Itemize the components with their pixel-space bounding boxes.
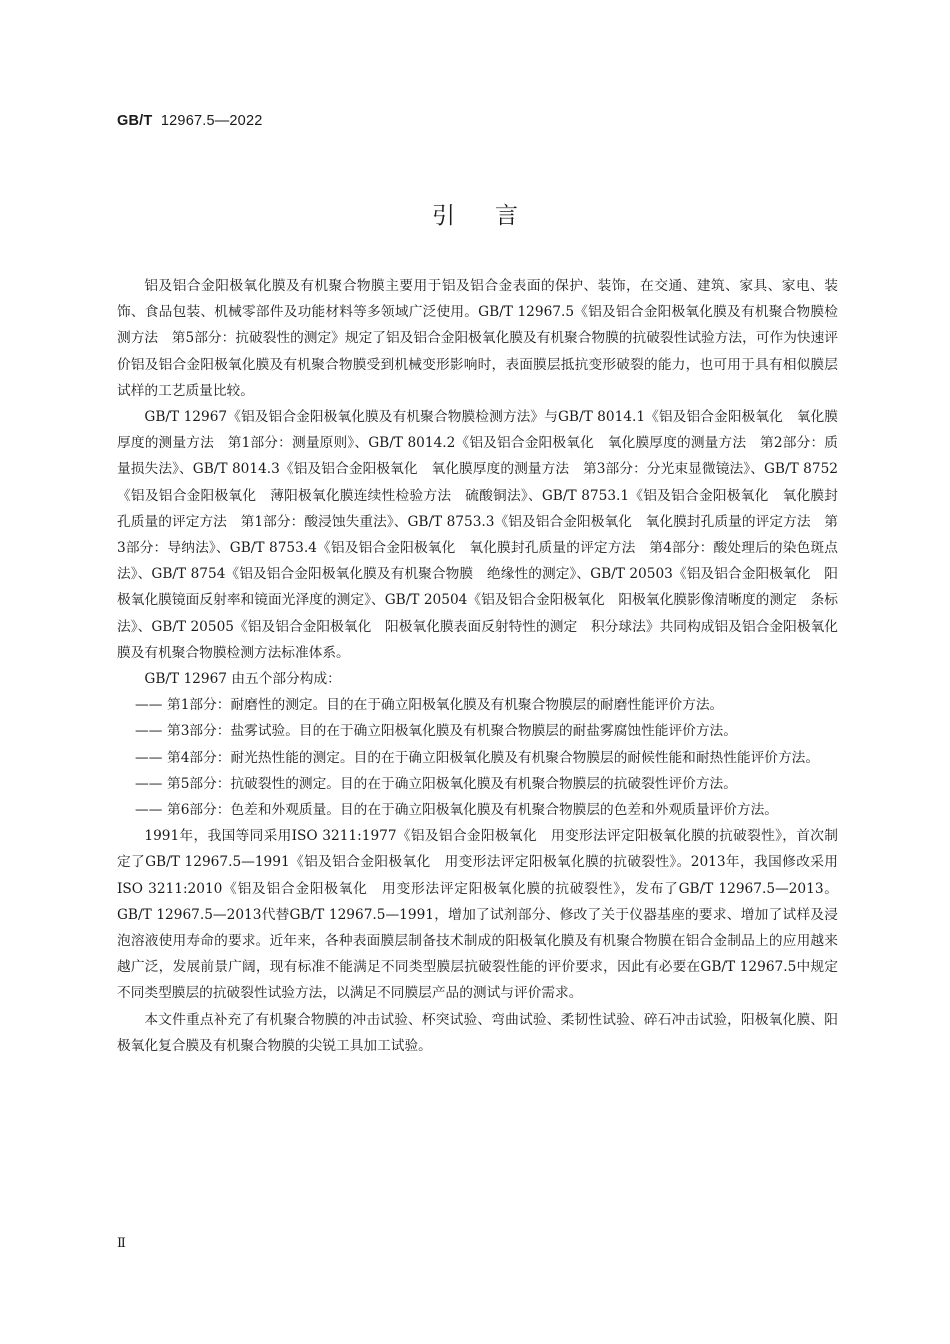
document-header [117,113,262,129]
document-body [117,273,838,1059]
list-item-text: 第4部分：耐光热性能的测定。目的在于确立阳极氧化膜及有机聚合物膜层的耐候性能和耐热性能评价方法。 [167,749,820,766]
list-dash: —— [135,802,163,819]
paragraph: 本文件重点补充了有机聚合物膜的冲击试验、杯突试验、弯曲试验、柔韧性试验、碎石冲击试验，阳极氧化膜、阳极氧化复合膜及有机聚合物膜的尖锐工具加工试验。 [117,1011,838,1054]
standard-number: 12967.5—2022 [160,113,263,129]
standard-prefix: GB/T [117,113,153,129]
list-item-text: 第3部分：盐雾试验。目的在于确立阳极氧化膜及有机聚合物膜层的耐盐雾腐蚀性能评价方法。 [167,723,737,740]
page-number: Ⅱ [117,1236,126,1251]
list-dash: —— [135,723,163,740]
paragraph: GB/T 12967《铝及铝合金阳极氧化膜及有机聚合物膜检测方法》与GB/T 8014.1《铝及铝合金阳极氧化 氧化膜厚度的测量方法 第1部分：测量原则》、GB/T 8014.2《铝及铝合金阳极氧化 氧化膜厚度的测量方法 第2部分：质量损失法》、GB/T 8014.3《铝及铝合金阳极氧化 氧化膜厚度的测量方法 第3部分：分光束显微镜法》、GB/T 8752《铝及铝合金阳极氧化 薄阳极氧化膜连续性检验方法 硫酸铜法》、GB/T 8753.1《铝及铝合金阳极氧化 氧化膜封孔质量的评定方法 第1部分：酸浸蚀失重法》、GB/T 8753.3《铝及铝合金阳极氧化 氧化膜封孔质量的评定方法 第3部分：导纳法》、GB/T 8753.4《铝及铝合金阳极氧化 氧化膜封孔质量的评定方法 第4部分：酸处理后的染色斑点法》、GB/T 8754《铝及铝合金阳极氧化膜及有机聚合物膜 绝缘性的测定》、GB/T 20503《铝及铝合金阳极氧化 阳极氧化膜镜面反射率和镜面光泽度的测定》、GB/T 20504《铝及铝合金阳极氧化 阳极氧化膜影像清晰度的测定 条标法》、GB/T 20505《铝及铝合金阳极氧化 阳极氧化膜表面反射特性的测定 积分球法》共同构成铝及铝合金阳极氧化膜及有机聚合物膜检测方法标准体系。 [117,409,838,661]
paragraph: GB/T 12967 由五个部分构成： [144,671,341,688]
list-item [117,771,838,797]
list-dash: —— [135,697,163,714]
list-item [117,718,838,744]
list-item-text: 第5部分：抗破裂性的测定。目的在于确立阳极氧化膜及有机聚合物膜层的抗破裂性评价方法。 [167,775,737,792]
list-dash: —— [135,775,163,792]
list-item-text: 第1部分：耐磨性的测定。目的在于确立阳极氧化膜及有机聚合物膜层的耐磨性能评价方法。 [167,697,724,714]
list-item [117,797,838,823]
list-item [117,692,838,718]
list-item [117,745,838,771]
paragraph: 1991年，我国等同采用ISO 3211:1977《铝及铝合金阳极氧化 用变形法评定阳极氧化膜的抗破裂性》，首次制定了GB/T 12967.5—1991《铝及铝合金阳极氧化 用变形法评定阳极氧化膜的抗破裂性》。2013年，我国修改采用ISO 3211:2010《铝及铝合金阳极氧化 用变形法评定阳极氧化膜的抗破裂性》，发布了GB/T 12967.5—2013。GB/T 12967.5—2013代替GB/T 12967.5—1991，增加了试剂部分、修改了关于仪器基座的要求、增加了试样及浸泡溶液使用寿命的要求。近年来，各种表面膜层制备技术制成的阳极氧化膜及有机聚合物膜在铝合金制品上的应用越来越广泛，发展前景广阔，现有标准不能满足不同类型膜层抗破裂性能的评价要求，因此有必要在GB/T 12967.5中规定不同类型膜层的抗破裂性试验方法，以满足不同膜层产品的测试与评价需求。 [117,828,838,1002]
paragraph: 铝及铝合金阳极氧化膜及有机聚合物膜主要用于铝及铝合金表面的保护、装饰，在交通、建筑、家具、家电、装饰、食品包装、机械零部件及功能材料等多领域广泛使用。GB/T 12967.5《铝及铝合金阳极氧化膜及有机聚合物膜检测方法 第5部分：抗破裂性的测定》规定了铝及铝合金阳极氧化膜及有机聚合物膜的抗破裂性试验方法，可作为快速评价铝及铝合金阳极氧化膜及有机聚合物膜受到机械变形影响时，表面膜层抵抗变形破裂的能力，也可用于具有相似膜层试样的工艺质量比较。 [117,278,838,399]
list-item-text: 第6部分：色差和外观质量。目的在于确立阳极氧化膜及有机聚合物膜层的色差和外观质量评价方法。 [167,802,778,819]
page-title: 引言 [432,203,558,229]
list-dash: —— [135,749,163,766]
